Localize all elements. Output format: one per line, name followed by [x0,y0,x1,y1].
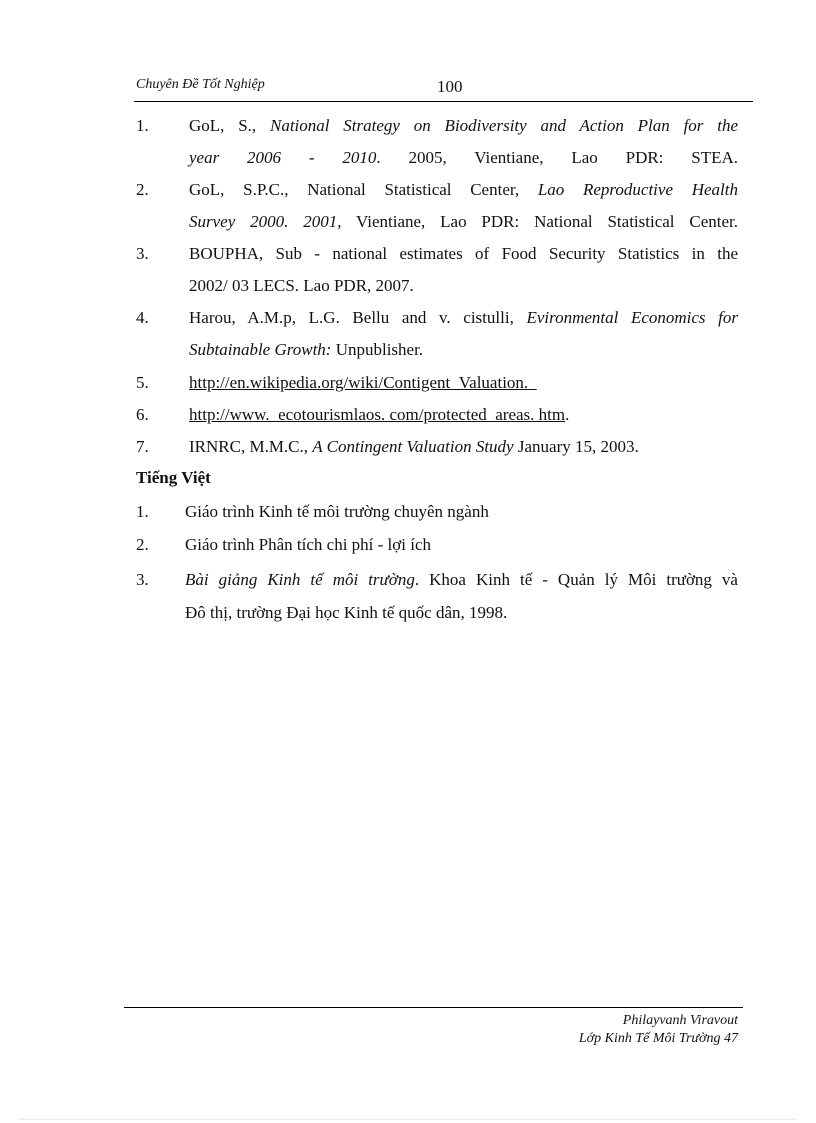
reference-title: Bài giảng Kinh tế môi trường [185,570,415,589]
reference-line [189,373,738,393]
reference-number: 2. [136,535,149,554]
footer-author: Philayvanh Viravout [622,1013,738,1028]
footer-divider [124,1007,743,1008]
reference-title: Subtainable Growth: [189,340,332,359]
header-divider [134,101,753,102]
reference-authors: GoL, S., [189,116,270,135]
reference-line [185,570,738,590]
section-heading: Tiếng Việt [136,468,211,487]
footer-class: Lớp Kinh Tế Môi Trường 47 [578,1031,738,1046]
reference-publisher: Vientiane, Lao PDR: National Statistical Center. [341,212,738,231]
running-header-title: Chuyên Đề Tốt Nghiệp [136,77,265,92]
reference-line: Giáo trình Kinh tế môi trường chuyên ngành [185,502,489,521]
reference-link[interactable]: http://www. ecotourismlaos. com/protected_areas. htm [189,405,566,424]
reference-line [189,437,738,457]
reference-line [189,340,738,360]
reference-authors: GoL, S.P.C., National Statistical Center, [189,180,538,199]
reference-title: year 2006 - 2010 [189,148,377,167]
reference-number: 3. [136,570,149,589]
reference-publisher: . Khoa Kinh tế - Quản lý Môi trường và [414,570,738,589]
reference-title: Survey 2000. 2001, [189,212,342,231]
reference-number: 1. [136,116,149,135]
reference-line [189,116,738,136]
reference-line [189,212,738,232]
reference-number: 1. [136,502,149,521]
reference-number: 7. [136,437,149,456]
page-edge-dots [20,1119,796,1120]
reference-authors: Harou, A.M.p, L.G. Bellu and v. cistulli, [189,308,527,327]
reference-number: 4. [136,308,149,327]
reference-number: 6. [136,405,149,424]
reference-line [189,405,738,425]
reference-line: BOUPHA, Sub - national estimates of Food Security Statistics in the [189,244,738,263]
page-number: 100 [437,77,463,96]
reference-publisher: . 2005, Vientiane, Lao PDR: STEA. [376,148,738,167]
reference-line: Giáo trình Phân tích chi phí - lợi ích [185,535,432,554]
reference-line [189,148,738,168]
reference-authors: IRNRC, M.M.C., [189,437,313,456]
reference-line [189,180,738,200]
reference-link[interactable]: http://en.wikipedia.org/wiki/Contigent_Valuation. [189,373,537,392]
reference-title: A Contingent Valuation Study [312,437,514,456]
reference-number: 3. [136,244,149,263]
reference-line: Đô thị, trường Đại học Kinh tế quốc dân, 1998. [185,603,508,622]
reference-date: January 15, 2003. [513,437,639,456]
reference-title: Lao Reproductive Health [537,180,738,199]
reference-publisher: Unpublisher. [331,340,424,359]
reference-title: National Strategy on Biodiversity and Action Plan for the [269,116,738,135]
reference-title: Evironmental Economics for [526,308,738,327]
reference-number: 2. [136,180,149,199]
reference-line: 2002/ 03 LECS. Lao PDR, 2007. [189,276,414,295]
reference-line [189,308,738,328]
reference-punctuation: . [565,405,570,424]
reference-number: 5. [136,373,149,392]
